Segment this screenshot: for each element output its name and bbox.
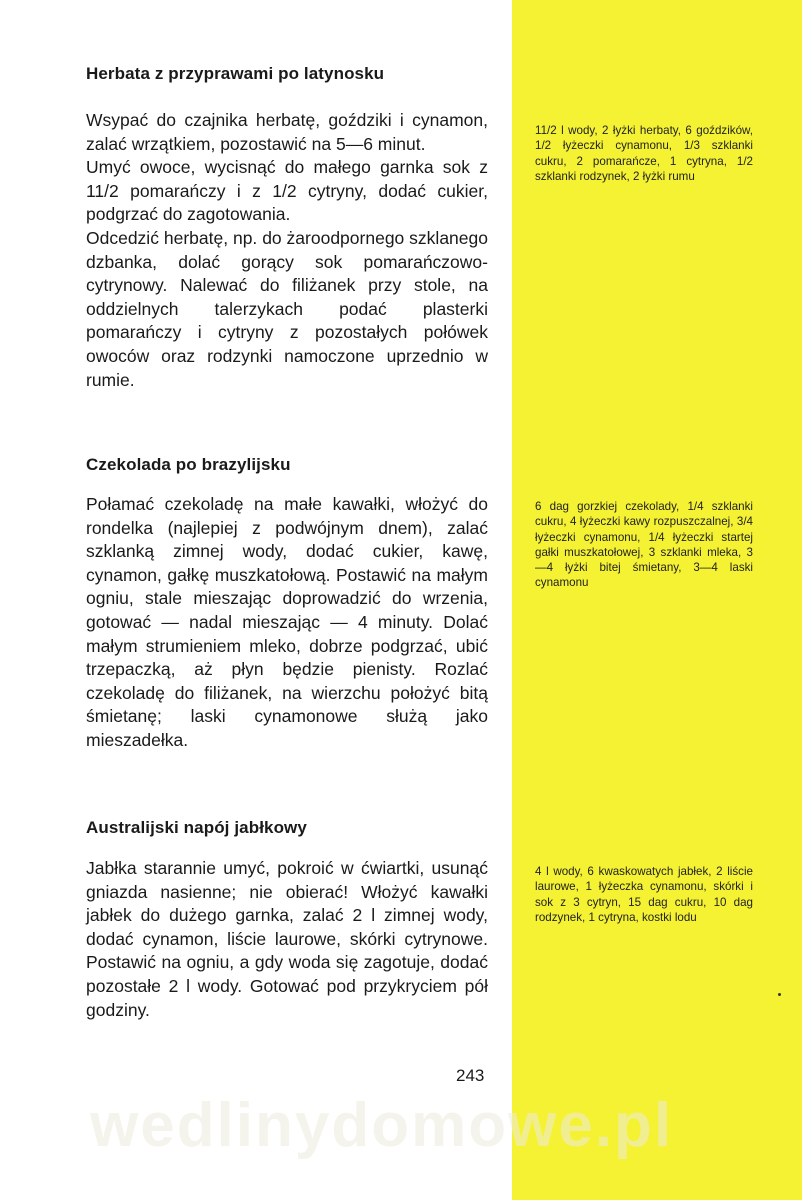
recipe-body	[86, 109, 488, 392]
ingredients-list: 4 l wody, 6 kwaskowatych jabłek, 2 liście laurowe, 1 łyżeczka cynamonu, skórki i sok z 3 cytryn, 15 dag cukru, 10 dag rodzynek, 1 cytryna, kostki lodu	[535, 865, 753, 924]
recipe-paragraph: Odcedzić herbatę, np. do żaroodpornego szklanego dzbanka, dolać gorący sok pomarańczowo-cytrynowy. Nalewać do filiżanek przy stole, na oddzielnych talerzykach podać plasterki pomarańczy i cytryny z pozostałych połówek owoców oraz rodzynki namoczone uprzednio w rumie.	[86, 227, 488, 390]
recipe-title: Herbata z przyprawami po latynosku	[86, 64, 385, 83]
speck-decoration	[778, 993, 781, 996]
page-number: 243	[456, 1066, 485, 1085]
watermark: wedlinydomowe.pl	[90, 1091, 674, 1160]
ingredients-list: 11/2 l wody, 2 łyżki herbaty, 6 goździków, 1/2 łyżeczki cynamonu, 1/3 szklanki cukru, 2 pomarańcze, 1 cytryna, 1/2 szklanki rodzynek, 2 łyżki rumu	[535, 124, 753, 183]
recipe-title: Australijski napój jabłkowy	[86, 818, 307, 837]
recipe-title: Czekolada po brazylijsku	[86, 455, 291, 474]
recipe-paragraph: Jabłka starannie umyć, pokroić w ćwiartki, usunąć gniazda nasienne; nie obierać! Włożyć kawałki jabłek do dużego garnka, zalać 2 l zimnej wody, dodać cynamon, liście laurowe, skórki cytrynowe. Postawić na ogniu, a gdy woda się zagotuje, dodać pozostałe 2 l wody. Gotować pod przykryciem pół godziny.	[86, 858, 488, 1020]
recipe-paragraph: Połamać czekoladę na małe kawałki, włożyć do rondelka (najlepiej z podwójnym dnem), zalać szklanką zimnej wody, dodać cukier, kawę, cynamon, gałkę muszkatołową. Postawić na małym ogniu, stale mieszając doprowadzić do wrzenia, gotować — nadal mieszając — 4 minuty. Dolać małym strumieniem mleko, dobrze podgrzać, ubić trzepaczką, aż płyn będzie pienisty. Rozlać czekoladę do filiżanek, na wierzchu położyć bitą śmietanę; laski cynamonowe służą jako mieszadełka.	[86, 494, 488, 750]
ingredients-list: 6 dag gorzkiej czekolady, 1/4 szklanki cukru, 4 łyżeczki kawy rozpuszczalnej, 3/4 łyżeczki cynamonu, 1/4 łyżeczki startej gałki muszkatołowej, 3 szklanki mleka, 3—4 łyżki bitej śmietany, 3—4 laski cynamonu	[535, 500, 753, 590]
recipe-body	[86, 857, 488, 1022]
recipe-paragraph: Umyć owoce, wycisnąć do małego garnka sok z 11/2 pomarańczy i z 1/2 cytryny, dodać cukier, podgrzać do zagotowania.	[86, 157, 488, 225]
recipe-body	[86, 493, 488, 753]
recipe-paragraph: Wsypać do czajnika herbatę, goździki i cynamon, zalać wrzątkiem, pozostawić na 5—6 minut.	[86, 110, 488, 154]
